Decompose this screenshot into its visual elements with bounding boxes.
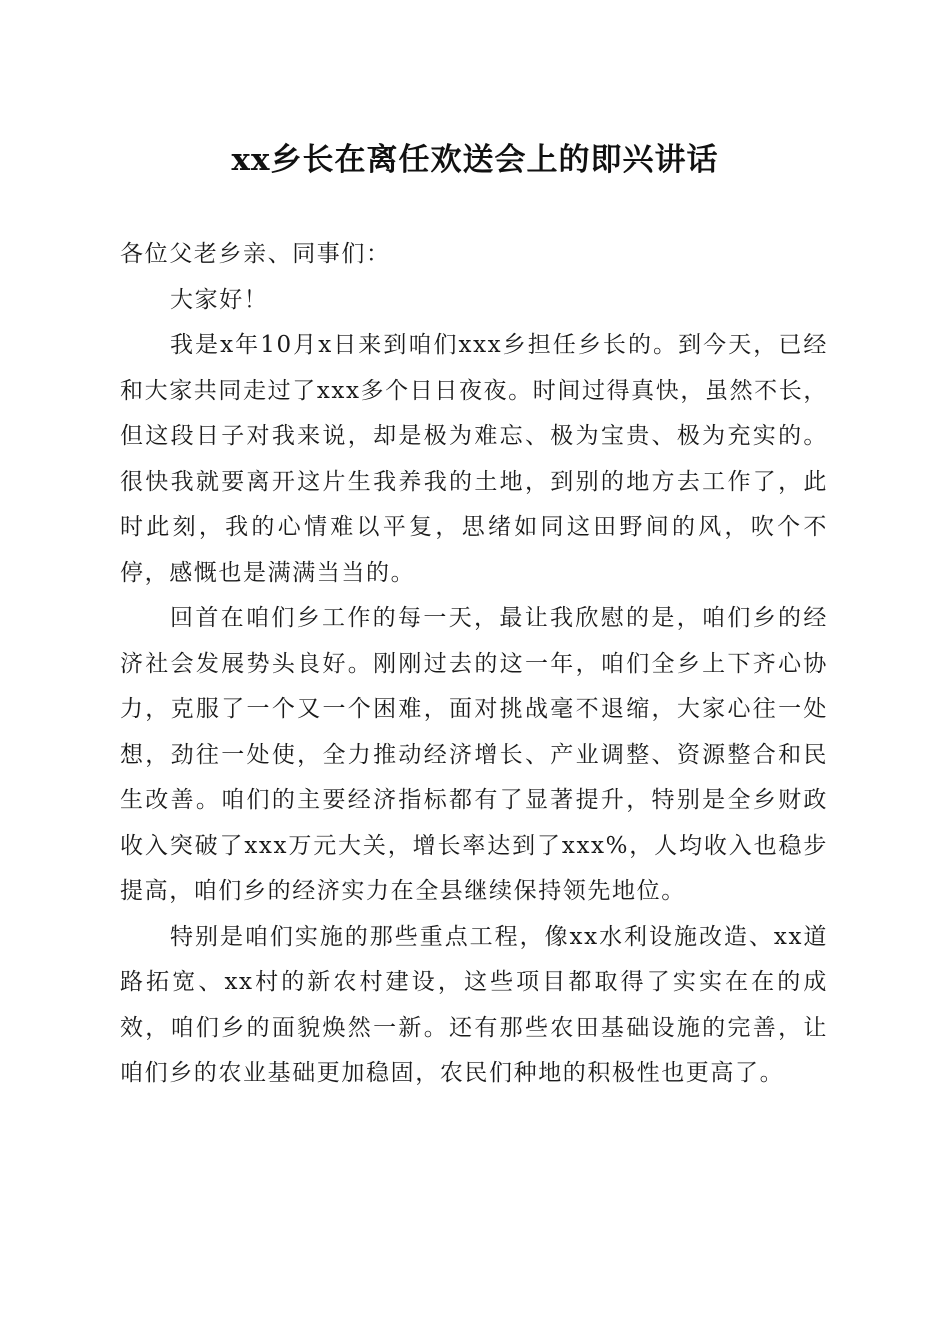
paragraph-3: 特别是咱们实施的那些重点工程，像xx水利设施改造、xx道路拓宽、xx村的新农村建设，这些项目都取得了实实在在的成效，咱们乡的面貌焕然一新。还有那些农田基础设施的完善，让咱们乡的农业基础更加稳固，农民们种地的积极性也更高了。 [120,923,828,1086]
greeting: 大家好！ [170,286,269,313]
paragraph-2: 回首在咱们乡工作的每一天，最让我欣慰的是，咱们乡的经济社会发展势头良好。刚刚过去的这一年，咱们全乡上下齐心协力，克服了一个又一个困难，面对挑战毫不退缩，大家心往一处想，劲往一处使，全力推动经济增长、产业调整、资源整合和民生改善。咱们的主要经济指标都有了显著提升，特别是全乡财政收入突破了xxx万元大关，增长率达到了xxx%，人均收入也稳步提高，咱们乡的经济实力在全县继续保持领先地位。 [120,605,828,904]
salutation: 各位父老乡亲、同事们： [120,241,391,267]
document-body [120,232,828,1097]
document-title: xx乡长在离任欢送会上的即兴讲话 [231,142,719,178]
paragraph-1: 我是x年10月x日来到咱们xxx乡担任乡长的。到今天，已经和大家共同走过了xxx多个日日夜夜。时间过得真快，虽然不长，但这段日子对我来说，却是极为难忘、极为宝贵、极为充实的。很快我就要离开这片生我养我的土地，到别的地方去工作了，此时此刻，我的心情难以平复，思绪如同这田野间的风，吹个不停，感慨也是满满当当的。 [120,332,828,586]
